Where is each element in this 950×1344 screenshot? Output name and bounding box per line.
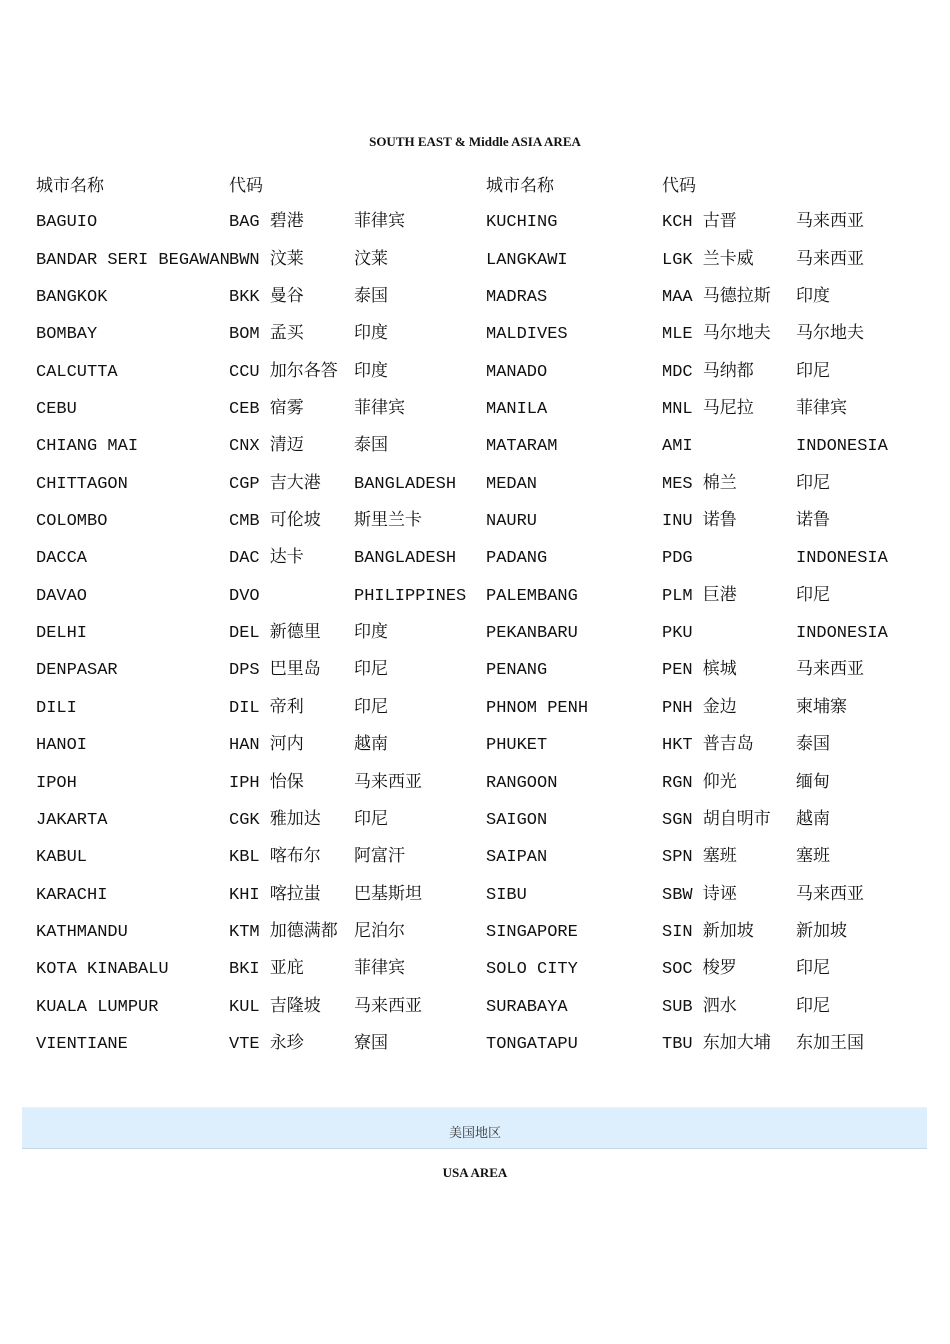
country-cell: PHILIPPINES xyxy=(354,586,467,606)
code-cell: MAA 马德拉斯 xyxy=(662,288,771,308)
city-cell: SIBU xyxy=(486,885,527,905)
code-cell: DEL 新德里 xyxy=(229,624,321,644)
city-cell: PEKANBARU xyxy=(486,624,578,644)
city-cell: PENANG xyxy=(486,661,548,681)
country-cell: 菲律宾 xyxy=(354,400,405,420)
city-cell: KABUL xyxy=(36,848,88,868)
country-cell: 印度 xyxy=(354,325,388,345)
code-cell: PKU xyxy=(662,624,693,644)
city-cell: KARACHI xyxy=(36,885,108,905)
country-cell: 泰国 xyxy=(354,288,388,308)
city-cell: SAIPAN xyxy=(486,848,548,868)
country-cell: 马尔地夫 xyxy=(796,325,864,345)
country-cell: 印尼 xyxy=(354,698,388,718)
table-row xyxy=(0,958,950,995)
country-cell: 马来西亚 xyxy=(796,213,864,233)
table-row xyxy=(0,211,950,248)
country-cell: INDONESIA xyxy=(796,437,888,457)
city-cell: PALEMBANG xyxy=(486,586,578,606)
table-row xyxy=(0,286,950,323)
table-row xyxy=(0,622,950,659)
table-row xyxy=(0,1033,950,1070)
code-cell: CGK 雅加达 xyxy=(229,810,321,830)
code-cell: LGK 兰卡威 xyxy=(662,250,754,270)
table-row xyxy=(0,435,950,472)
city-cell: SURABAYA xyxy=(486,997,568,1017)
code-cell: DIL 帝利 xyxy=(229,698,304,718)
country-cell: BANGLADESH xyxy=(354,549,457,569)
country-cell: 印尼 xyxy=(354,661,388,681)
country-cell: 印度 xyxy=(796,288,830,308)
country-cell: 菲律宾 xyxy=(354,960,405,980)
code-cell: IPH 怡保 xyxy=(229,773,304,793)
country-cell: 印尼 xyxy=(796,586,830,606)
header-code-left: 代码 xyxy=(229,176,263,196)
city-cell: BAGUIO xyxy=(36,213,98,233)
table-row xyxy=(0,585,950,622)
country-cell: 诺鲁 xyxy=(796,512,830,532)
country-cell: 马来西亚 xyxy=(354,773,422,793)
code-cell: KBL 喀布尔 xyxy=(229,848,321,868)
country-cell: 阿富汗 xyxy=(354,848,405,868)
country-cell: 印尼 xyxy=(354,810,388,830)
city-cell: PHNOM PENH xyxy=(486,698,589,718)
code-cell: DPS 巴里岛 xyxy=(229,661,321,681)
city-cell: DACCA xyxy=(36,549,88,569)
city-cell: JAKARTA xyxy=(36,810,108,830)
table-row xyxy=(0,734,950,771)
city-cell: MATARAM xyxy=(486,437,558,457)
city-cell: DAVAO xyxy=(36,586,88,606)
code-cell: BKK 曼谷 xyxy=(229,288,304,308)
country-cell: 塞班 xyxy=(796,848,830,868)
city-cell: VIENTIANE xyxy=(36,1034,128,1054)
code-cell: SUB 泗水 xyxy=(662,997,737,1017)
country-cell: 越南 xyxy=(796,810,830,830)
city-cell: HANOI xyxy=(36,736,88,756)
code-cell: PLM 巨港 xyxy=(662,586,737,606)
city-cell: KUCHING xyxy=(486,213,558,233)
city-cell: MANILA xyxy=(486,400,548,420)
table-row xyxy=(0,547,950,584)
header-city-right: 城市名称 xyxy=(486,176,554,196)
code-cell: SGN 胡自明市 xyxy=(662,810,771,830)
country-cell: 寮国 xyxy=(354,1034,388,1054)
city-cell: DELHI xyxy=(36,624,88,644)
code-cell: BWN 汶莱 xyxy=(229,250,304,270)
country-cell: 印尼 xyxy=(796,362,830,382)
city-cell: CEBU xyxy=(36,400,77,420)
code-cell: SPN 塞班 xyxy=(662,848,737,868)
country-cell: 菲律宾 xyxy=(354,213,405,233)
country-cell: 泰国 xyxy=(354,437,388,457)
city-cell: MANADO xyxy=(486,362,548,382)
city-cell: PADANG xyxy=(486,549,548,569)
table-row xyxy=(0,809,950,846)
code-cell: BKI 亚庇 xyxy=(229,960,304,980)
city-cell: TONGATAPU xyxy=(486,1034,578,1054)
code-cell: KUL 吉隆坡 xyxy=(229,997,321,1017)
city-cell: PHUKET xyxy=(486,736,548,756)
code-cell: TBU 东加大埔 xyxy=(662,1034,771,1054)
table-row xyxy=(0,473,950,510)
city-cell: COLOMBO xyxy=(36,512,108,532)
code-cell: CCU 加尔各答 xyxy=(229,362,338,382)
city-cell: SAIGON xyxy=(486,810,548,830)
table-row xyxy=(0,361,950,398)
table-row xyxy=(0,884,950,921)
code-cell: PDG xyxy=(662,549,693,569)
table-row xyxy=(0,659,950,696)
country-cell: 斯里兰卡 xyxy=(354,512,422,532)
header-code-right: 代码 xyxy=(662,176,696,196)
country-cell: 马来西亚 xyxy=(354,997,422,1017)
next-section-title: USA AREA xyxy=(442,1165,508,1180)
code-cell: CMB 可伦坡 xyxy=(229,512,321,532)
table-row xyxy=(0,921,950,958)
country-cell: 汶莱 xyxy=(354,250,388,270)
code-cell: KCH 古晋 xyxy=(662,213,737,233)
code-cell: BOM 孟买 xyxy=(229,325,304,345)
table-row xyxy=(0,398,950,435)
city-code-table xyxy=(0,174,950,1070)
region-band-label: 美国地区 xyxy=(448,1126,501,1141)
code-cell: SBW 诗诬 xyxy=(662,885,737,905)
city-cell: NAURU xyxy=(486,512,538,532)
code-cell: RGN 仰光 xyxy=(662,773,737,793)
city-cell: SINGAPORE xyxy=(486,922,578,942)
code-cell: MLE 马尔地夫 xyxy=(662,325,771,345)
country-cell: 巴基斯坦 xyxy=(354,885,422,905)
code-cell: PEN 槟城 xyxy=(662,661,737,681)
country-cell: 印尼 xyxy=(796,474,830,494)
table-row xyxy=(0,249,950,286)
city-cell: KATHMANDU xyxy=(36,922,128,942)
table-row xyxy=(0,510,950,547)
city-cell: LANGKAWI xyxy=(486,250,568,270)
country-cell: 印尼 xyxy=(796,997,830,1017)
code-cell: MNL 马尼拉 xyxy=(662,400,754,420)
code-cell: CEB 宿雾 xyxy=(229,400,304,420)
section-title: SOUTH EAST & Middle ASIA AREA xyxy=(369,134,581,149)
city-cell: IPOH xyxy=(36,773,77,793)
city-cell: DILI xyxy=(36,698,77,718)
country-cell: INDONESIA xyxy=(796,549,888,569)
code-cell: AMI xyxy=(662,437,693,457)
header-city-left: 城市名称 xyxy=(36,176,104,196)
city-cell: SOLO CITY xyxy=(486,960,578,980)
code-cell: CNX 清迈 xyxy=(229,437,304,457)
code-cell: HAN 河内 xyxy=(229,736,304,756)
city-cell: MADRAS xyxy=(486,288,548,308)
city-cell: RANGOON xyxy=(486,773,558,793)
city-cell: BANGKOK xyxy=(36,288,108,308)
country-cell: 尼泊尔 xyxy=(354,922,405,942)
country-cell: BANGLADESH xyxy=(354,474,457,494)
country-cell: 马来西亚 xyxy=(796,661,864,681)
country-cell: 印度 xyxy=(354,362,388,382)
country-cell: 缅甸 xyxy=(796,773,830,793)
code-cell: DVO xyxy=(229,586,260,606)
code-cell: VTE 永珍 xyxy=(229,1034,304,1054)
city-cell: KUALA LUMPUR xyxy=(36,997,159,1017)
code-cell: MES 棉兰 xyxy=(662,474,737,494)
code-cell: CGP 吉大港 xyxy=(229,474,321,494)
country-cell: 新加坡 xyxy=(796,922,847,942)
code-cell: PNH 金边 xyxy=(662,698,737,718)
country-cell: 菲律宾 xyxy=(796,400,847,420)
code-cell: KHI 喀拉蚩 xyxy=(229,885,321,905)
code-cell: MDC 马纳都 xyxy=(662,362,754,382)
country-cell: 东加王国 xyxy=(796,1034,864,1054)
city-cell: MEDAN xyxy=(486,474,538,494)
table-row xyxy=(0,996,950,1033)
code-cell: DAC 达卡 xyxy=(229,549,304,569)
country-cell: 马来西亚 xyxy=(796,250,864,270)
table-row xyxy=(0,697,950,734)
code-cell: SOC 梭罗 xyxy=(662,960,737,980)
table-row xyxy=(0,323,950,360)
code-cell: INU 诺鲁 xyxy=(662,512,737,532)
city-cell: CALCUTTA xyxy=(36,362,118,382)
table-row xyxy=(0,846,950,883)
table-row xyxy=(0,772,950,809)
country-cell: 柬埔寨 xyxy=(796,698,847,718)
country-cell: INDONESIA xyxy=(796,624,888,644)
country-cell: 越南 xyxy=(354,736,388,756)
city-cell: MALDIVES xyxy=(486,325,568,345)
country-cell: 印尼 xyxy=(796,960,830,980)
code-cell: HKT 普吉岛 xyxy=(662,736,754,756)
code-cell: BAG 碧港 xyxy=(229,213,304,233)
city-cell: CHIANG MAI xyxy=(36,437,139,457)
city-cell: CHITTAGON xyxy=(36,474,128,494)
city-cell: BANDAR SERI BEGAWAN xyxy=(36,250,230,270)
country-cell: 马来西亚 xyxy=(796,885,864,905)
code-cell: KTM 加德满都 xyxy=(229,922,338,942)
city-cell: KOTA KINABALU xyxy=(36,960,169,980)
city-cell: DENPASAR xyxy=(36,661,118,681)
country-cell: 印度 xyxy=(354,624,388,644)
table-header-row xyxy=(0,174,950,211)
country-cell: 泰国 xyxy=(796,736,830,756)
code-cell: SIN 新加坡 xyxy=(662,922,754,942)
city-cell: BOMBAY xyxy=(36,325,98,345)
